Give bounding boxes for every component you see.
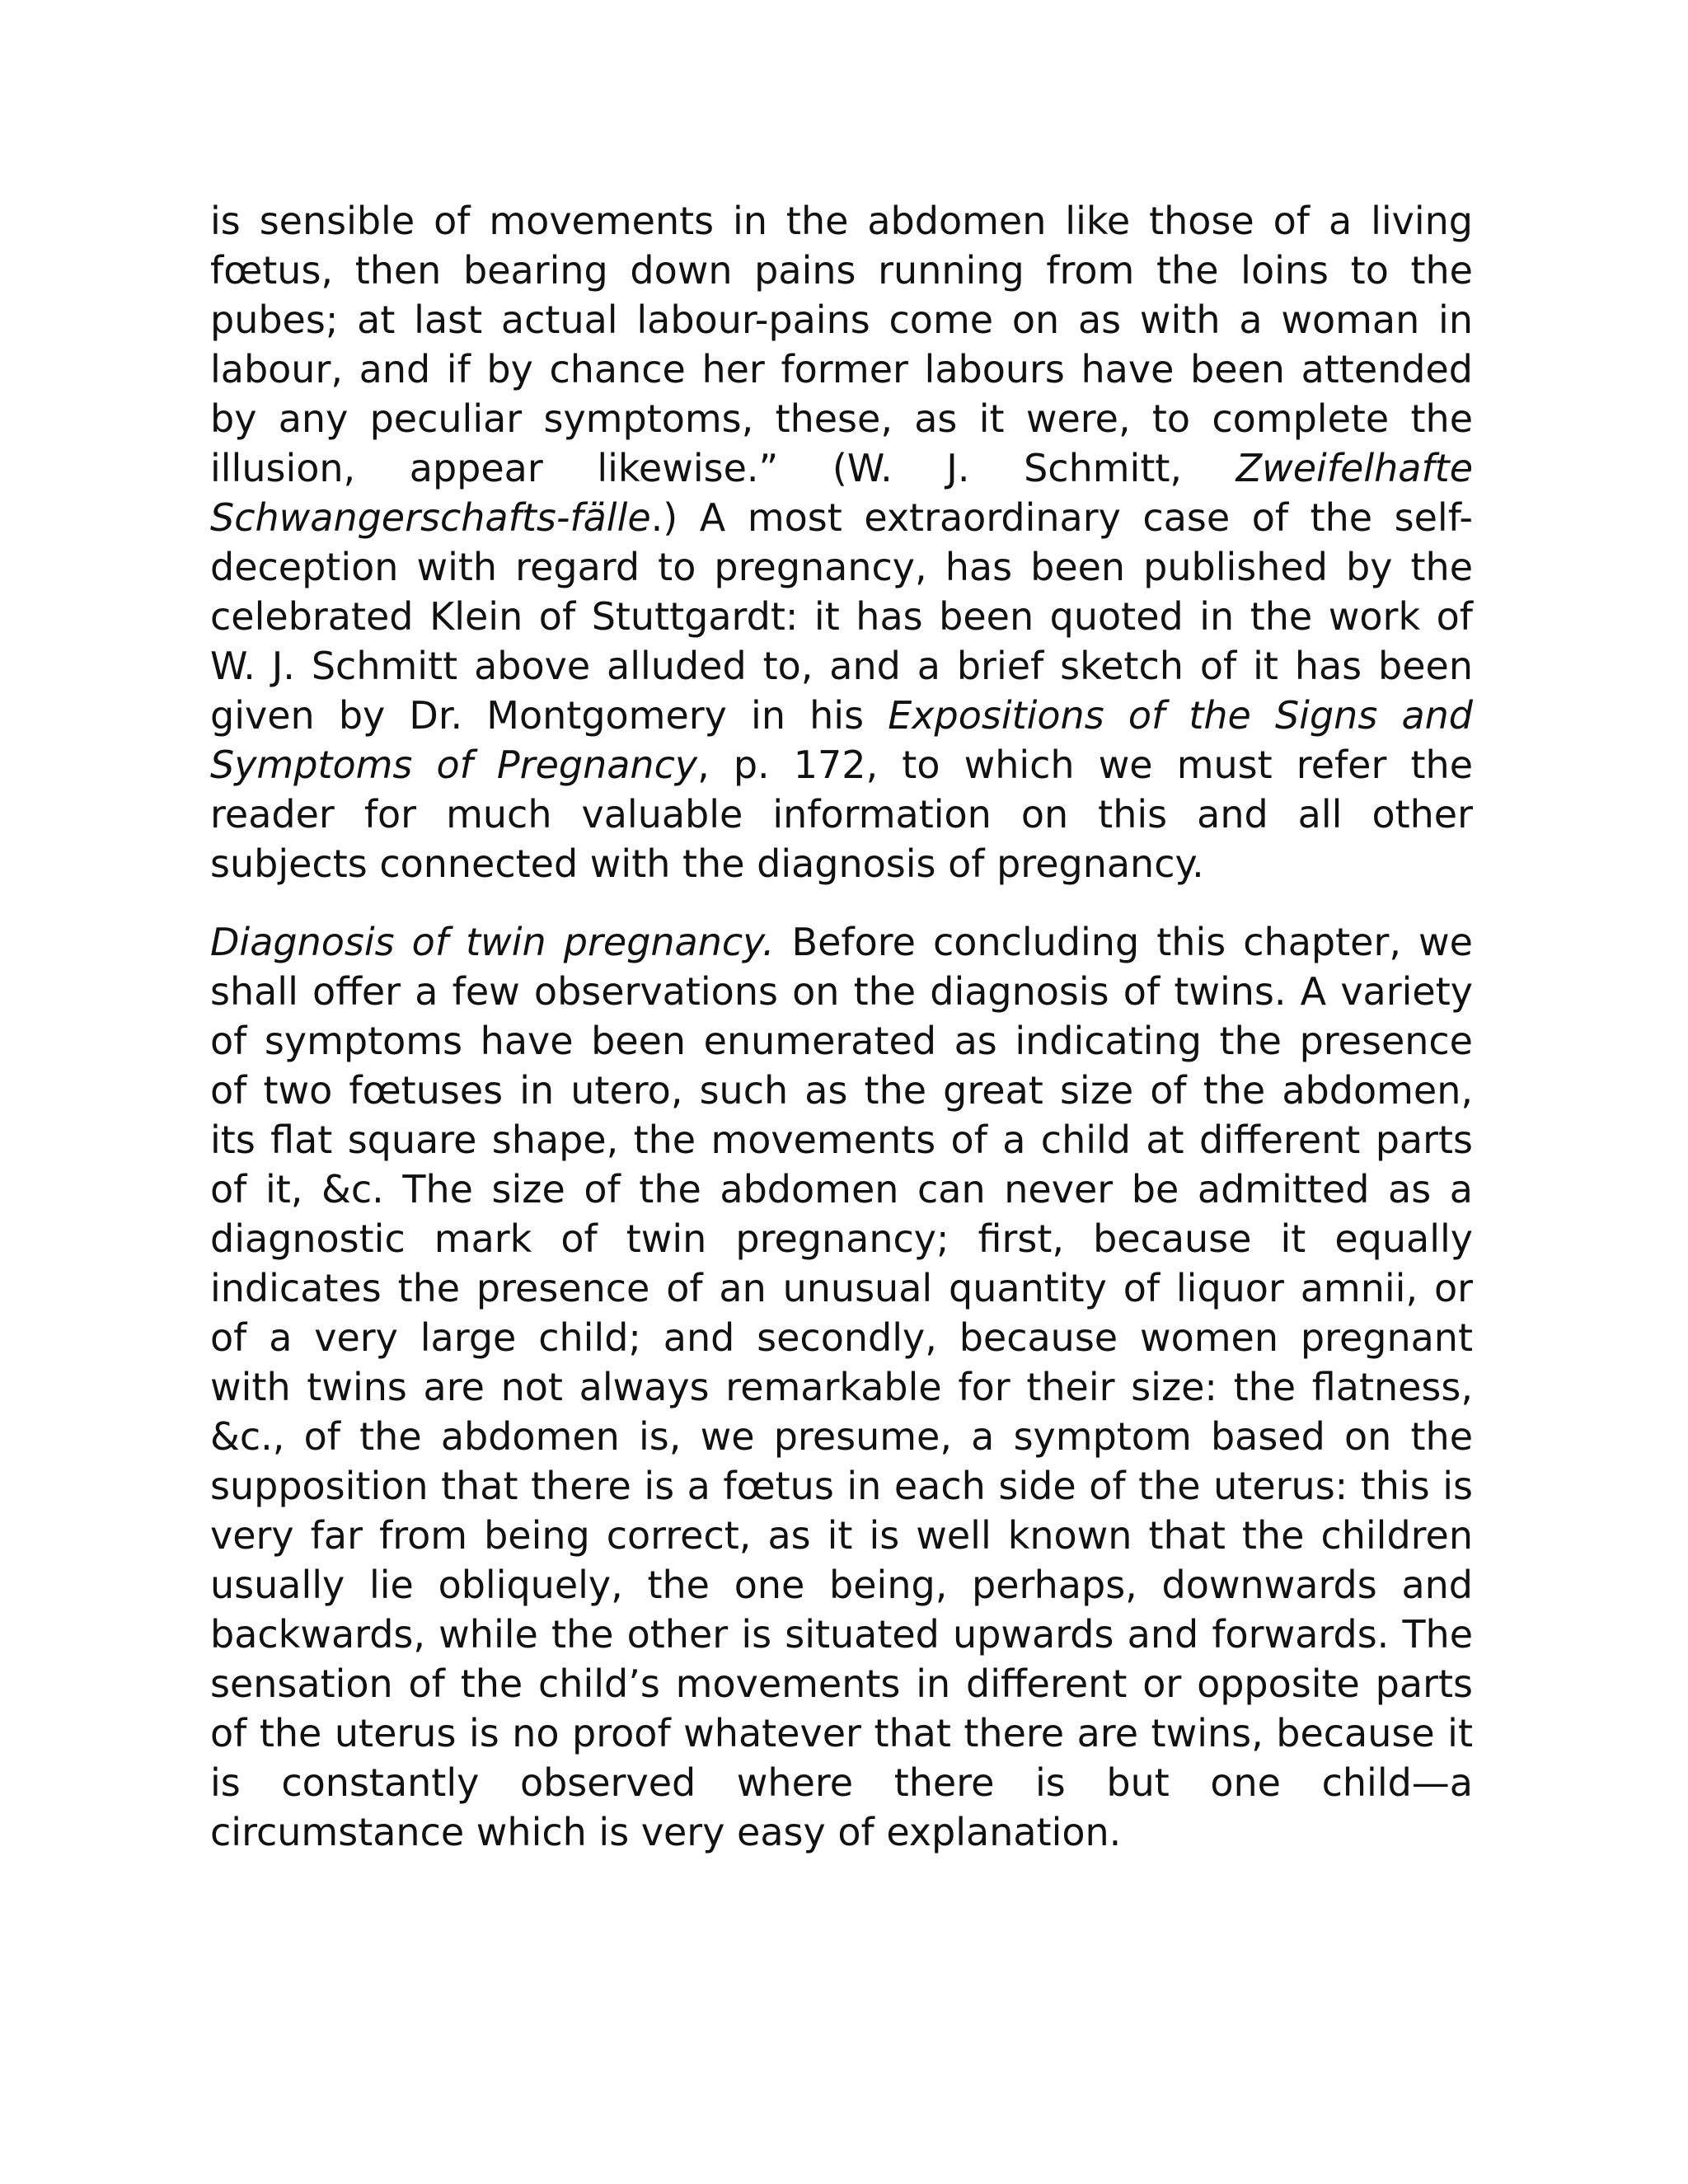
italic-title-expositions: Expositions of the Signs and Symptoms of Pregnancy	[210, 693, 1473, 787]
page-body	[210, 196, 1473, 1857]
paragraph-pregnancy-self-deception	[210, 196, 1473, 888]
text-run: , p. 172, to which we must refer the reader for much valuable information on this and all other subjects connected with the diagnosis of pregnancy.	[210, 743, 1473, 886]
text-run: .) A most extraordinary case of the self-deception with regard to pregnancy, has been published by the celebrated Klein of Stuttgardt: it has been quoted in the work of W. J. Schmitt above alluded to, and a brief sketch of it has been given by Dr. Montgomery in his	[210, 495, 1473, 738]
section-heading-twin-pregnancy: Diagnosis of twin pregnancy.	[210, 920, 775, 964]
text-run: Before concluding this chapter, we shall offer a few observations on the diagnosis of twins. A variety of symptoms have been enumerated as indicating the presence of two fœtuses in utero, such as the great size of the abdomen, its flat square shape, the movements of a child at different parts of it, &c. The size of the abdomen can never be admitted as a diagnostic mark of twin pregnancy; first, because it equally indicates the presence of an unusual quantity of liquor amnii, or of a very large child; and secondly, because women pregnant with twins are not always remarkable for their size: the flatness, &c., of the abdomen is, we presume, a symptom based on the supposition that there is a fœtus in each side of the uterus: this is very far from being correct, as it is well known that the children usually lie obliquely, the one being, perhaps, downwards and backwards, while the other is situated upwards and forwards. The sensation of the child’s movements in different or opposite parts of the uterus is no proof whatever that there are twins, because it is constantly observed where there is but one child—a circumstance which is very easy of explanation.	[210, 920, 1473, 1854]
italic-title-zweifelhafte: Zweifelhafte Schwangerschafts-fälle	[210, 446, 1473, 540]
text-run: is sensible of movements in the abdomen like those of a living fœtus, then bearing down pains running from the loins to the pubes; at last actual labour-pains come on as with a woman in labour, and if by chance her former labours have been attended by any peculiar symptoms, these, as it were, to complete the illusion, appear likewise.” (W. J. Schmitt,	[210, 199, 1473, 490]
paragraph-twin-pregnancy	[210, 917, 1473, 1857]
